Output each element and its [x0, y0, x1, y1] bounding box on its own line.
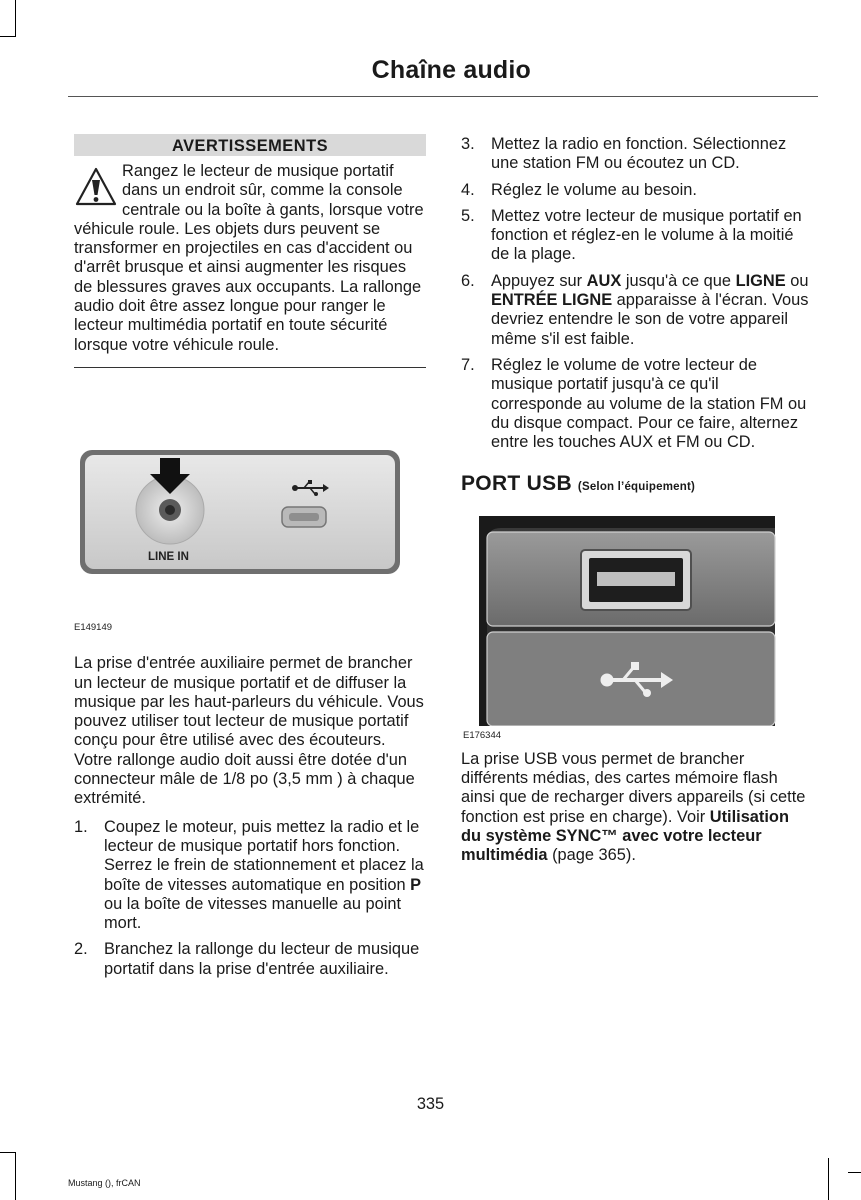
step-number: 5.	[461, 206, 475, 225]
step-text: jusqu'à ce que	[621, 271, 736, 290]
crop-mark	[0, 1152, 16, 1153]
list-item	[74, 940, 426, 979]
step-bold: AUX	[586, 271, 622, 290]
warning-triangle-icon	[74, 166, 118, 210]
step-text: apparaisse à l'écran. Vous devriez entendre le son de votre appareil même s'il est faible.	[491, 291, 809, 348]
list-item	[461, 272, 813, 349]
page-title: Chaîne audio	[371, 56, 531, 84]
line-in-label: LINE IN	[148, 550, 189, 563]
step-number: 4.	[461, 180, 475, 199]
step-bold: LIGNE	[735, 271, 786, 290]
usb-section-heading	[461, 474, 813, 497]
steps-list-left	[74, 818, 426, 979]
page-number: 335	[416, 1095, 445, 1113]
aux-intro-text: La prise d'entrée auxiliaire permet de brancher un lecteur de musique portatif et de diffuser la musique par les haut-parleurs du véhicule. Vous pouvez utiliser tout lecteur de musique portatif conçu pour être utilisé avec des écouteurs. Votre rallonge audio doit aussi être dotée d'un connecteur mâle de 1/8 po (3,5 mm ) à chaque extrémité.	[74, 654, 424, 808]
step-number: 7.	[461, 355, 475, 374]
crop-mark	[828, 1158, 829, 1200]
step-number: 6.	[461, 271, 475, 290]
usb-text	[461, 750, 813, 866]
step-text: Coupez le moteur, puis mettez la radio et le lecteur de musique portatif hors fonction. Serrez le frein de stationnement et placez la boîte de vitesses automatique en position	[104, 817, 424, 894]
page-reference: (page 365).	[547, 846, 636, 865]
crop-mark	[15, 0, 16, 36]
step-text: ou	[785, 271, 809, 290]
figure-code: E149149	[74, 621, 113, 633]
steps-list-right	[461, 135, 813, 452]
step-text: Réglez le volume au besoin.	[491, 180, 697, 199]
list-item	[461, 207, 813, 265]
warning-box	[74, 162, 426, 368]
step-text: Mettez la radio en fonction. Sélectionnez une station FM ou écoutez un CD.	[491, 135, 787, 173]
list-item	[461, 135, 813, 174]
usb-description: La prise USB vous permet de brancher différents médias, des cartes mémoire flash ainsi que de recharger divers appareils (si cette fonction est prise en charge). Voir	[461, 749, 806, 826]
step-bold: P	[410, 875, 422, 894]
crop-mark	[848, 1172, 861, 1173]
right-column	[461, 135, 813, 866]
list-item	[74, 818, 426, 934]
step-number: 3.	[461, 135, 475, 153]
sync-reference-link[interactable]: Utilisation du système SYNC™ avec votre lecteur multimédia	[461, 807, 789, 865]
usb-port-figure	[461, 516, 781, 756]
step-number: 2.	[74, 940, 88, 959]
step-bold: ENTRÉE LIGNE	[491, 291, 613, 310]
warning-text: Rangez le lecteur de musique portatif dans un endroit sûr, comme la console centrale ou la boîte à gants, lorsque votre véhicule roule. Les objets durs peuvent se transformer en projectiles en cas d'accident ou d'arrêt brusque et ainsi augmenter les risques de blessures graves aux occupants. La rallonge audio doit être assez longue pour ranger le lecteur multimédia portatif en toute sécurité lorsque votre véhicule roule.	[74, 162, 424, 354]
figure-code: E176344	[463, 729, 502, 741]
footer-text: Mustang (), frCAN	[68, 1178, 141, 1188]
usb-heading-text: PORT USB	[461, 472, 572, 496]
warning-divider	[74, 367, 426, 368]
step-text: Mettez votre lecteur de musique portatif en fonction et réglez-en le volume à la moitié de la plage.	[491, 206, 802, 264]
usb-subheading: (Selon l’équipement)	[577, 481, 696, 494]
list-item	[461, 356, 813, 452]
step-text: ou la boîte de vitesses manuelle au point mort.	[104, 894, 402, 933]
left-column	[74, 134, 426, 986]
step-text: Réglez le volume de votre lecteur de musique portatif jusqu'à ce qu'il corresponde au volume de la station FM ou du disque compact. Pour ce faire, alternez entre les touches AUX et FM ou CD.	[491, 355, 807, 452]
crop-mark	[0, 36, 16, 37]
step-number: 1.	[74, 817, 88, 836]
warning-heading: AVERTISSEMENTS	[74, 134, 426, 156]
list-item	[461, 181, 813, 200]
aux-input-figure	[74, 434, 426, 604]
title-divider	[68, 96, 818, 97]
crop-mark	[15, 1152, 16, 1200]
step-text: Branchez la rallonge du lecteur de musique portatif dans la prise d'entrée auxiliaire.	[104, 940, 420, 978]
step-text: Appuyez sur	[491, 271, 587, 290]
